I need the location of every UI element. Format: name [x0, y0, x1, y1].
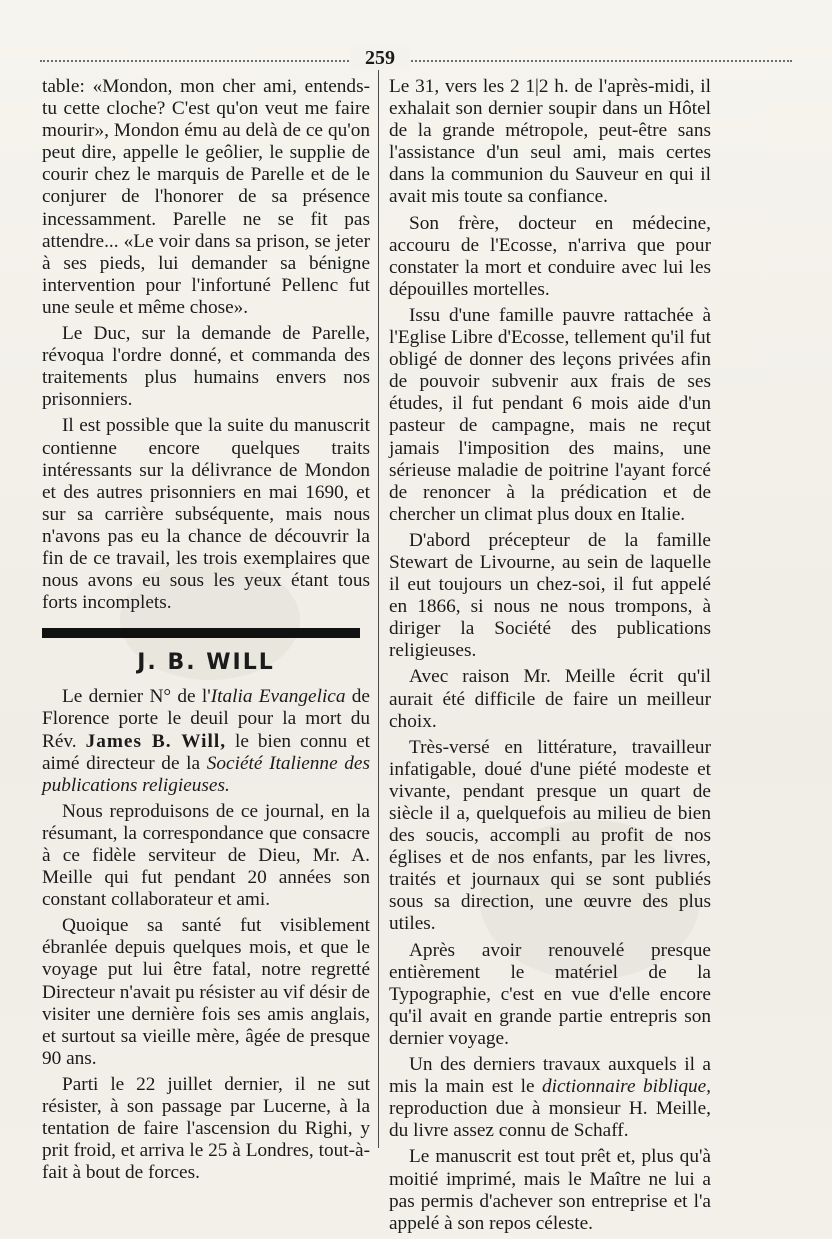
header-rule: [40, 60, 792, 62]
paragraph: Son frère, docteur en médecine, accouru de l'Ecosse, n'arriva que pour constater la mort et conduire avec lui les dépouilles mortelles.: [389, 212, 711, 300]
paragraph: Issu d'une famille pauvre rattachée à l'Eglise Libre d'Ecosse, tellement qu'il fut obligé de donner des leçons privées afin de pouvoir subvenir aux frais de ses études, il fut pendant 6 mois aide d'un pasteur de campagne, mais ne reçut jamais l'imposition des mains, une sérieuse maladie de poitrine l'ayant forcé de renoncer à la prédication et de chercher un climat plus doux en Italie.: [389, 304, 711, 525]
paragraph: Il est possible que la suite du manuscrit contienne encore quelques traits intéressants sur la délivrance de Mondon et des autres prisonniers en mai 1690, et sur sa carrière subséquente, mais nous n'avons pas eu la chance de découvrir la fin de ce travail, les trois exemplaires que nous avons eu sous les yeux étant tous forts incomplets.: [42, 415, 370, 614]
page-number: 259: [350, 47, 410, 70]
text-run: Le dernier N° de l': [62, 686, 211, 708]
paragraph: table: «Mondon, mon cher ami, entends-tu cette cloche? C'est qu'on veut me faire mourir», Mondon ému au delà de ce qu'on peut dire, appelle le geôlier, le supplie de courir chez le marquis de Parelle et de le conjurer de l'honorer de sa présence incessamment. Parelle ne se fit pas attendre... «Le voir dans sa prison, se jeter à ses pieds, lui demander sa bénigne intervention pour l'infortuné Pellenc fut une seule et même chose».: [42, 76, 370, 318]
person-name: James B. Will,: [85, 730, 227, 752]
paragraph: Le manuscrit est tout prêt et, plus qu'à moitié imprimé, mais le Maître ne lui a pas permis d'achever son entreprise et l'a appelé à son repos céleste.: [389, 1146, 711, 1234]
paragraph: D'abord précepteur de la famille Stewart de Livourne, au sein de laquelle il eut toujours un chez-soi, il fut appelé en 1866, si nous ne nous trompons, à diriger la Société des publications religieuses.: [389, 529, 711, 662]
article-heading: J. B. WILL: [137, 650, 275, 676]
journal-title: Italia Evangelica: [210, 686, 346, 708]
paragraph: Le 31, vers les 2 1|2 h. de l'après-midi, il exhalait son dernier soupir dans un Hôtel de la grande métropole, peut-être sans l'assistance d'un seul ami, mais certes dans la communion du Sauveur en qui il avait mis toute sa confiance.: [389, 76, 711, 208]
paragraph: [42, 686, 370, 796]
paragraph: Très-versé en littérature, travailleur infatigable, doué d'une piété modeste et vivante, pendant presque un quart de siècle il a, quelquefois au milieu de bien des soucis, accompli au profit de nos églises et de nos enfants, par les livres, traités et journaux qui se sont publiés sous sa direction, une œuvre des plus utiles.: [389, 736, 711, 935]
text-run: Un des derniers travaux auxquels il a mis la main est le: [389, 1054, 711, 1098]
section-separator-rule: [42, 628, 360, 638]
text-run: le bien connu et aimé directeur de la: [42, 730, 370, 774]
left-column: [42, 76, 370, 1188]
right-column: [389, 76, 711, 1239]
society-name: Société Italienne des publications religieuses.: [42, 752, 370, 796]
paragraph: Après avoir renouvelé presque entièrement le matériel de la Typographie, c'est en vue d'elle encore qu'il avait en grande partie entrepris son dernier voyage.: [389, 939, 711, 1049]
paragraph: Le Duc, sur la demande de Parelle, révoqua l'ordre donné, et commanda des traitements plus humains envers nos prisonniers.: [42, 323, 370, 411]
paragraph: Parti le 22 juillet dernier, il ne sut résister, à son passage par Lucerne, à la tentation de faire l'ascension du Righi, y prit froid, et arriva le 25 à Londres, tout-à-fait à bout de forces.: [42, 1073, 370, 1184]
book-title: dictionnaire biblique,: [541, 1076, 711, 1098]
paragraph: Avec raison Mr. Meille écrit qu'il aurait été difficile de faire un meilleur choix.: [389, 666, 711, 732]
paragraph: Quoique sa santé fut visiblement ébranlée depuis quelques mois, et que le voyage put lui être fatal, notre regretté Directeur n'avait pu résister au vif désir de visiter une dernière fois ses amis anglais, et surtout sa vieille mère, âgée de presque 90 ans.: [42, 915, 370, 1069]
text-run: de Florence porte le deuil pour la mort du Rév.: [42, 686, 370, 752]
text-run: reproduction due à monsieur H. Meille, du livre assez connu de Schaff.: [389, 1098, 711, 1142]
column-divider: [378, 70, 379, 1148]
paragraph: [389, 1054, 711, 1142]
paragraph: Nous reproduisons de ce journal, en la résumant, la correspondance que consacre à ce fidèle serviteur de Dieu, Mr. A. Meille qui fut pendant 20 années son constant collaborateur et ami.: [42, 800, 370, 911]
